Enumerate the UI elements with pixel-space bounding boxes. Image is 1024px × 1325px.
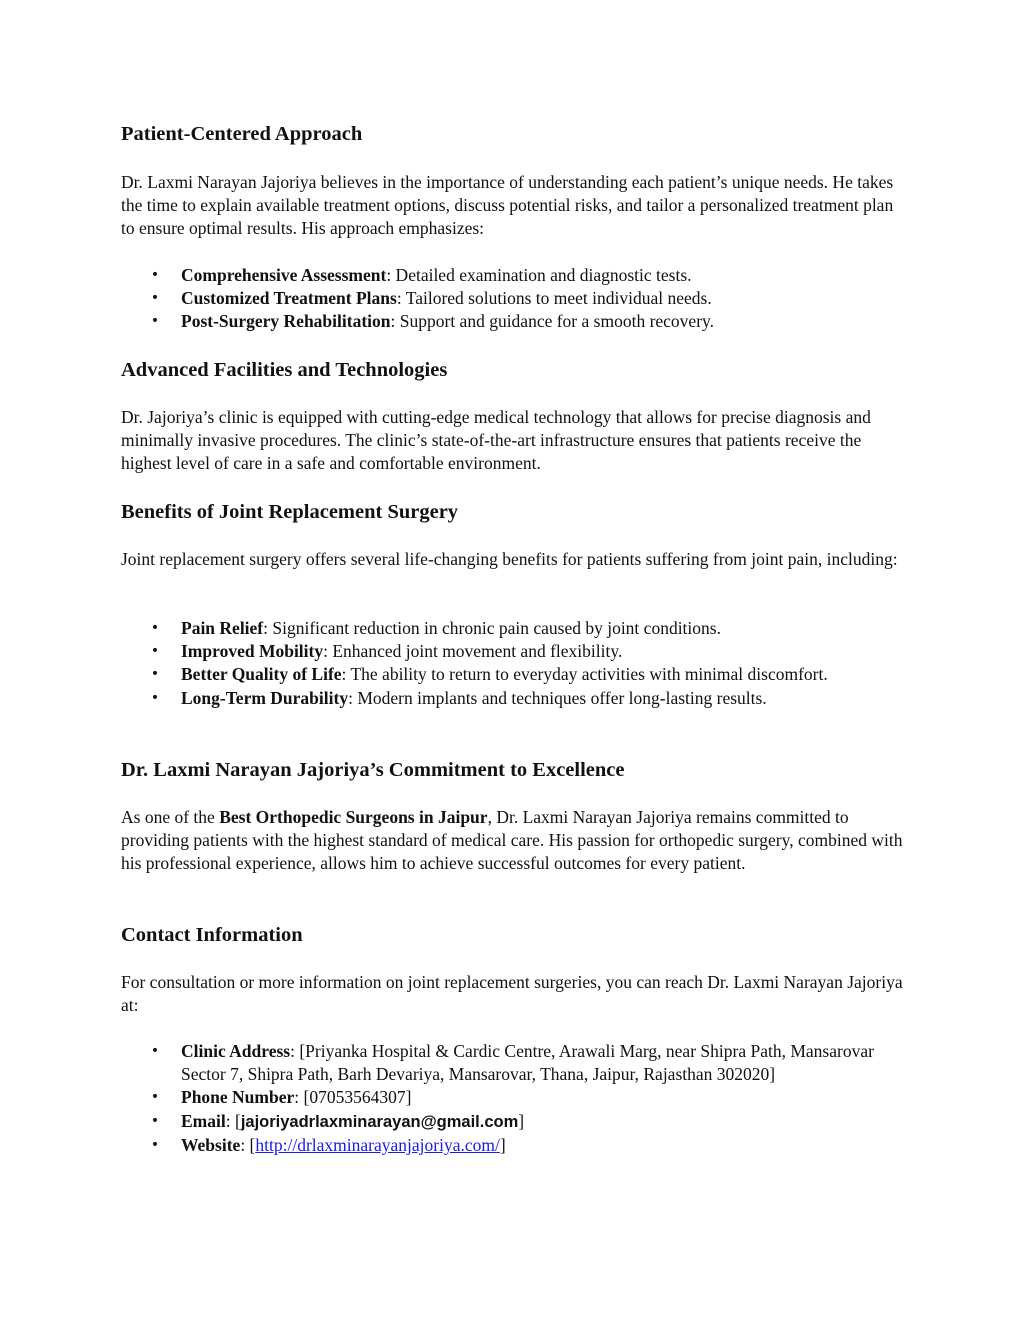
section-heading-commitment: Dr. Laxmi Narayan Jajoriya’s Commitment to Excellence (121, 759, 625, 781)
commitment-bold-phrase: Best Orthopedic Surgeons in Jaipur (219, 807, 488, 827)
bullet-icon: • (150, 666, 160, 683)
bullet-icon: • (150, 313, 160, 330)
patient-approach-paragraph: Dr. Laxmi Narayan Jajoriya believes in the importance of understanding each patient’s unique needs. He takes the time to explain available treatment options, discuss potential risks, and tailor a personalized treatment plan to ensure optimal results. His approach emphasizes: (121, 172, 894, 239)
item-term: Pain Relief (181, 618, 264, 638)
approach-list (121, 264, 911, 334)
item-desc: : Enhanced joint movement and flexibility. (323, 641, 623, 662)
list-item-email (121, 1110, 911, 1134)
bullet-icon: • (150, 1043, 160, 1059)
item-term: Comprehensive Assessment (181, 265, 387, 285)
bullet-icon: • (150, 620, 160, 636)
contact-list (121, 1040, 911, 1157)
item-term: Better Quality of Life (181, 664, 342, 685)
phone-value: : [07053564307] (294, 1087, 412, 1108)
list-item (121, 663, 911, 686)
commitment-text-post: , Dr. Laxmi Narayan Jajoriya remains committed to providing patients with the highest standard of medical care. His passion for orthopedic surgery, combined with his professional experience, allows him to achieve successful outcomes for every patient. (121, 807, 903, 874)
website-term: Website (181, 1134, 241, 1155)
list-item (121, 617, 911, 640)
address-value: : [Priyanka Hospital & Cardic Centre, Arawali Marg, near Shipra Path, Mansarovar Sector 7, Shipra Path, Barh Devariya, Mansarovar, Thana, Jaipur, Rajasthan 302020] (181, 1041, 874, 1085)
list-item-phone (121, 1086, 911, 1109)
item-desc: : Support and guidance for a smooth recovery. (390, 311, 715, 332)
contact-paragraph: For consultation or more information on joint replacement surgeries, you can reach Dr. Laxmi Narayan Jajoriya at: (121, 972, 903, 1016)
list-item (121, 287, 911, 310)
list-item (121, 640, 911, 663)
item-desc: : Tailored solutions to meet individual needs. (396, 288, 712, 309)
list-item (121, 310, 911, 333)
list-item-website (121, 1134, 911, 1157)
item-desc: : Significant reduction in chronic pain caused by joint conditions. (263, 618, 721, 638)
item-desc: : Modern implants and techniques offer long-lasting results. (348, 687, 767, 708)
email-value: jajoriyadrlaxminarayan@gmail.com (240, 1112, 519, 1131)
website-bracket-open: : [ (240, 1134, 256, 1155)
bullet-icon: • (150, 1089, 160, 1106)
email-term: Email (181, 1110, 226, 1131)
list-item-address (121, 1040, 911, 1086)
bullet-icon: • (150, 1136, 160, 1153)
phone-term: Phone Number (181, 1087, 295, 1108)
benefits-list (121, 617, 911, 710)
email-bracket-open: : [ (225, 1110, 241, 1131)
item-desc: : The ability to return to everyday activities with minimal discomfort. (341, 664, 828, 685)
section-heading-benefits: Benefits of Joint Replacement Surgery (121, 501, 459, 523)
website-link[interactable]: http://drlaxminarayanjajoriya.com/ (255, 1134, 500, 1155)
bullet-icon: • (150, 689, 160, 706)
bullet-icon: • (150, 267, 160, 283)
section-heading-contact: Contact Information (121, 924, 303, 946)
item-term: Customized Treatment Plans (181, 288, 397, 309)
facilities-paragraph: Dr. Jajoriya’s clinic is equipped with cutting-edge medical technology that allows for precise diagnosis and minimally invasive procedures. The clinic’s state-of-the-art infrastructure ensures that patients receive the highest level of care in a safe and comfortable environment. (121, 407, 871, 474)
section-heading-patient-centered: Patient-Centered Approach (121, 123, 363, 145)
section-heading-facilities: Advanced Facilities and Technologies (121, 359, 448, 381)
bullet-icon: • (150, 643, 160, 660)
list-item (121, 687, 911, 710)
commitment-text-pre: As one of the (121, 807, 220, 827)
item-desc: : Detailed examination and diagnostic tests. (386, 265, 692, 285)
benefits-paragraph: Joint replacement surgery offers several life-changing benefits for patients suffering from joint pain, including: (121, 549, 898, 569)
address-term: Clinic Address (181, 1041, 291, 1061)
website-bracket-close: ] (499, 1134, 506, 1155)
bullet-icon: • (150, 1112, 160, 1129)
item-term: Long-Term Durability (181, 687, 349, 708)
bullet-icon: • (150, 290, 160, 307)
item-term: Improved Mobility (181, 641, 324, 662)
item-term: Post-Surgery Rehabilitation (181, 311, 391, 332)
email-bracket-close: ] (518, 1110, 525, 1131)
commitment-paragraph (121, 806, 911, 876)
list-item (121, 264, 911, 287)
